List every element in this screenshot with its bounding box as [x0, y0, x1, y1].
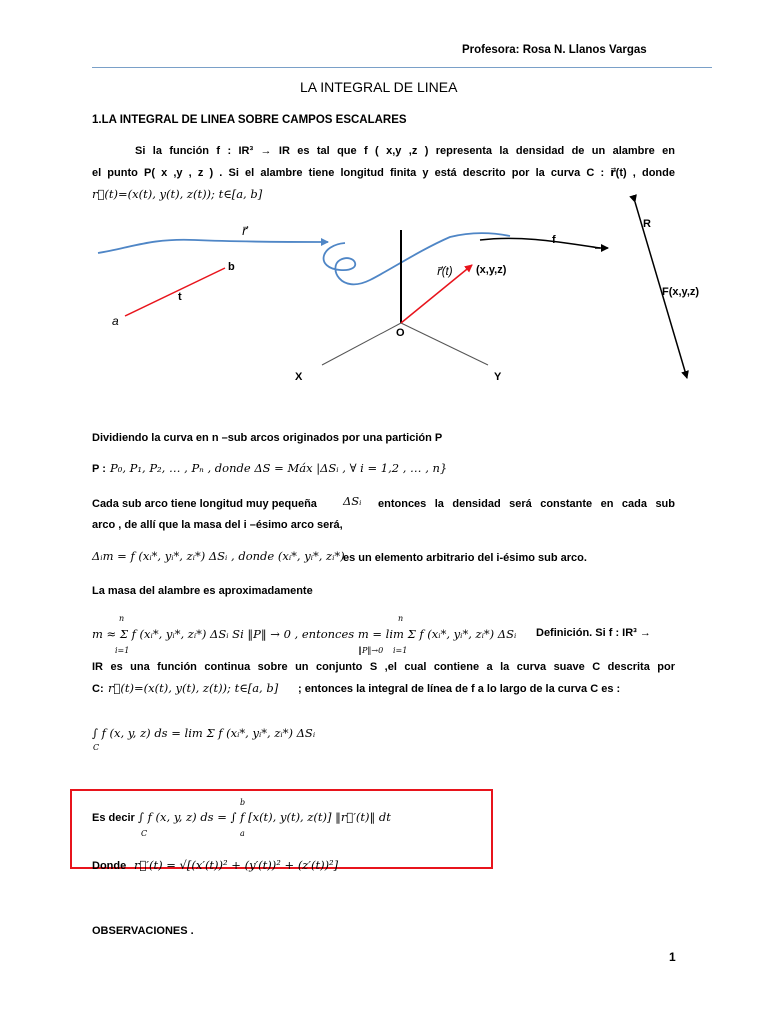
label-Y: Y	[494, 371, 502, 383]
esdecir-c-sub: C	[141, 829, 148, 838]
header-author: Profesora: Rosa N. Llanos Vargas	[462, 44, 647, 56]
norm-formula: r⃗′(t) = √[(x′(t))² + (y′(t))² + (z′(t))²]	[134, 858, 339, 872]
label-X: X	[295, 371, 303, 383]
header-rule	[92, 67, 712, 68]
highlight-box	[70, 789, 493, 869]
line-integral-definition: ∫ f (x, y, z) ds = lim Σ f (xᵢ*, yᵢ*, zᵢ*) ΔSᵢ	[92, 726, 316, 740]
f-arrow	[480, 238, 600, 248]
partition-formula: P₀, P₁, P₂, … , Pₙ , donde ΔS = Máx |ΔSᵢ , ∀ i = 1,2 , … , n}	[110, 461, 448, 475]
definition-line-2: IR es una función continua sobre un conjunto S ,el cual contiene a la curva suave C descrita por	[92, 661, 675, 673]
page-number: 1	[669, 950, 676, 964]
subarc-text-1a: Cada sub arco tiene longitud muy pequeña	[92, 498, 317, 510]
sum-i1-2: i=1	[393, 646, 408, 655]
definition-start: Definición. Si f : IR³ →	[536, 627, 651, 639]
lower-limit-a: a	[240, 829, 245, 838]
subarc-delta: ΔSᵢ	[343, 494, 362, 508]
intro-line-2: el punto P( x ,y , z ) . Si el alambre tiene longitud finita y está descrito por la curva C : r⃗(t) , donde	[92, 167, 675, 179]
label-O: O	[396, 327, 405, 339]
label-t: t	[178, 291, 182, 303]
definition-parametrization: r⃗(t)=(x(t), y(t), z(t)); t∈[a, b]	[108, 681, 279, 695]
label-rt: r⃗(t)	[437, 266, 453, 278]
segment-ab	[125, 268, 225, 316]
upper-limit-b: b	[240, 798, 246, 807]
sum-n-1: n	[119, 614, 125, 623]
definition-c-label: C:	[92, 683, 104, 695]
label-xyz: (x,y,z)	[476, 264, 507, 276]
mass-element-text: es un elemento arbitrario del i-ésimo sub arco.	[343, 552, 587, 564]
subarc-text-1b: entonces la densidad será constante en cada sub	[378, 498, 675, 510]
esdecir-label: Es decir	[92, 812, 135, 824]
blue-curve	[324, 233, 510, 284]
partition-label: P :	[92, 463, 106, 475]
label-r-vec: r⃗	[242, 224, 247, 238]
sum-i1-1: i=1	[115, 646, 130, 655]
sum-n-2: n	[398, 614, 404, 623]
label-Fxyz: F(x,y,z)	[662, 286, 700, 298]
label-R: R	[643, 218, 651, 230]
definition-line-3b: ; entonces la integral de línea de f a lo largo de la curva C es :	[298, 683, 621, 695]
r-arrow	[98, 240, 328, 253]
curve-diagram	[90, 190, 730, 390]
subarc-text-2: arco , de allí que la masa del i –ésimo arco será,	[92, 519, 343, 531]
x-axis	[322, 323, 401, 365]
mass-element-formula: Δᵢm = f (xᵢ*, yᵢ*, zᵢ*) ΔSᵢ , donde (xᵢ*, yᵢ*, zᵢ*)	[92, 549, 345, 563]
donde-label: Donde	[92, 860, 127, 872]
section-heading: 1.LA INTEGRAL DE LINEA SOBRE CAMPOS ESCALARES	[92, 114, 407, 126]
mass-sum-formula: m ≈ Σ f (xᵢ*, yᵢ*, zᵢ*) ΔSᵢ Si ‖P‖ → 0 , entonces m = lim Σ f (xᵢ*, yᵢ*, zᵢ*) ΔSᵢ	[92, 627, 517, 641]
y-axis	[401, 323, 488, 365]
integral-c-sub: C	[93, 743, 100, 752]
label-f: f	[552, 234, 556, 246]
esdecir-formula: ∫ f (x, y, z) ds = ∫ f [x(t), y(t), z(t)] ‖r⃗′(t)‖ dt	[138, 810, 391, 824]
intro-line-1: Si la función f : IR³ → IR es tal que f ( x,y ,z ) representa la densidad de un alambre en	[135, 145, 675, 157]
partition-text: Dividiendo la curva en n –sub arcos originados por una partición P	[92, 432, 443, 444]
observaciones-heading: OBSERVACIONES .	[92, 925, 194, 937]
mass-approx-text: La masa del alambre es aproximadamente	[92, 585, 313, 597]
lim-sub: ‖P‖→0	[358, 646, 384, 655]
label-a: a	[112, 314, 119, 328]
label-b: b	[228, 261, 235, 273]
curve-parametrization: r⃗(t)=(x(t), y(t), z(t)); t∈[a, b]	[92, 187, 263, 201]
page-title: LA INTEGRAL DE LINEA	[300, 79, 458, 95]
